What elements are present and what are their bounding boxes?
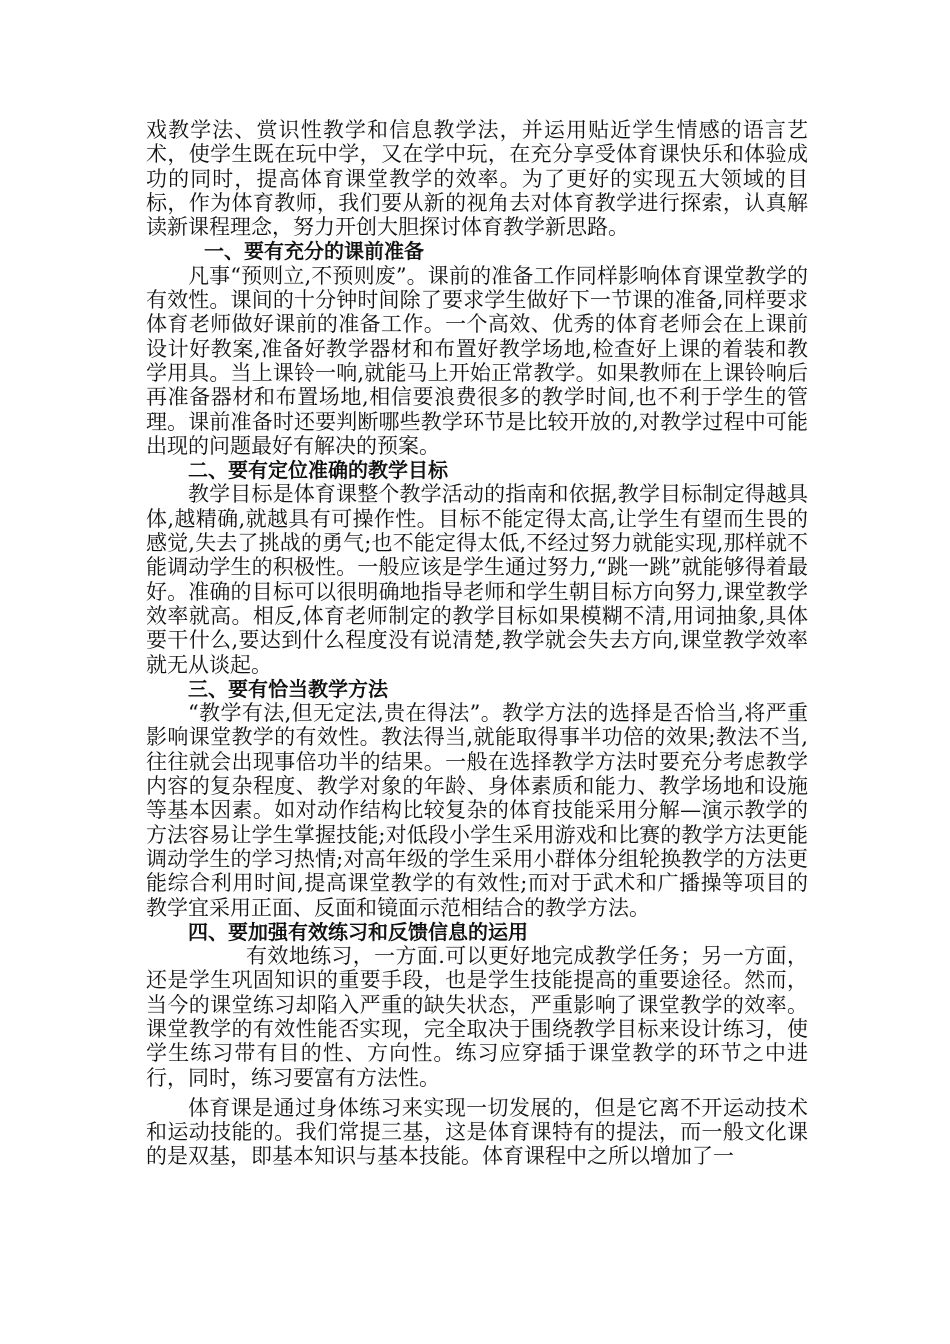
section-heading-1: 一、要有充分的课前准备 <box>204 239 424 264</box>
section-heading-2: 二、要有定位准确的教学目标 <box>188 458 448 483</box>
section-3-paragraph: “教学有法,但无定法,贵在得法”。教学方法的选择是否恰当,将严重影响课堂教学的有效性。教法得当,就能取得事半功倍的效果;教法不当,往往就会出现事倍功半的结果。一般在选择教学方法时要充分考虑教学内容的复杂程度、教学对象的年龄、身体素质和能力、教学场地和设施等基本因素。如对动作结构比较复杂的体育技能采用分解—演示教学的方法容易让学生掌握技能;对低段小学生采用游戏和比赛的教学方法更能调动学生的学习热情;对高年级的学生采用小群体分组轮换教学的方法更能综合利用时间,提高课堂教学的有效性;而对于武术和广播操等项目的教学宜采用正面、反面和镜面示范相结合的教学方法。 <box>146 701 808 920</box>
section-4-paragraph-1: 有效地练习，一方面.可以更好地完成教学任务；另一方面，还是学生巩固知识的重要手段，也是学生技能提高的重要途径。然而，当今的课堂练习却陷入严重的缺失状态，严重影响了课堂教学的效率。课堂教学的有效性能否实现，完全取决于围绕教学目标来设计练习，使学生练习带有目的性、方向性。练习应穿插于课堂教学的环节之中进行，同时，练习要富有方法性。 <box>146 944 808 1090</box>
section-1-paragraph: 凡事“预则立,不预则废”。课前的准备工作同样影响体育课堂教学的有效性。课间的十分钟时间除了要求学生做好下一节课的准备,同样要求体育老师做好课前的准备工作。一个高效、优秀的体育老师会在上课前设计好教案,准备好教学器材和布置好教学场地,检查好上课的着装和教学用具。当上课铃一响,就能马上开始正常教学。如果教师在上课铃响后再准备器材和布置场地,相信要浪费很多的教学时间,也不利于学生的管理。课前准备时还要判断哪些教学环节是比较开放的,对教学过程中可能出现的问题最好有解决的预案。 <box>146 263 808 458</box>
section-heading-3: 三、要有恰当教学方法 <box>188 676 388 701</box>
section-heading-4: 四、要加强有效练习和反馈信息的运用 <box>188 919 528 944</box>
document-page <box>146 118 808 1169</box>
section-2-paragraph: 教学目标是体育课整个教学活动的指南和依据,教学目标制定得越具体,越精确,就越具有可操作性。目标不能定得太高,让学生有望而生畏的感觉,失去了挑战的勇气;也不能定得太低,不经过努力就能实现,那样就不能调动学生的积极性。一般应该是学生通过努力,“跳一跳”就能够得着最好。准确的目标可以很明确地指导老师和学生朝目标方向努力,课堂教学效率就高。相反,体育老师制定的教学目标如果模糊不清,用词抽象,具体要干什么,要达到什么程度没有说清楚,教学就会失去方向,课堂教学效率就无从谈起。 <box>146 482 808 677</box>
intro-paragraph: 戏教学法、赏识性教学和信息教学法，并运用贴近学生情感的语言艺术，使学生既在玩中学，又在学中玩，在充分享受体育课快乐和体验成功的同时，提高体育课堂教学的效率。为了更好的实现五大领域的目标，作为体育教师，我们要从新的视角去对体育教学进行探索，认真解读新课程理念，努力开创大胆探讨体育教学新思路。 <box>146 118 808 240</box>
section-4-paragraph-2: 体育课是通过身体练习来实现一切发展的，但是它离不开运动技术和运动技能的。我们常提三基，这是体育课特有的提法，而一般文化课的是双基，即基本知识与基本技能。体育课程中之所以增加了一 <box>146 1095 808 1169</box>
